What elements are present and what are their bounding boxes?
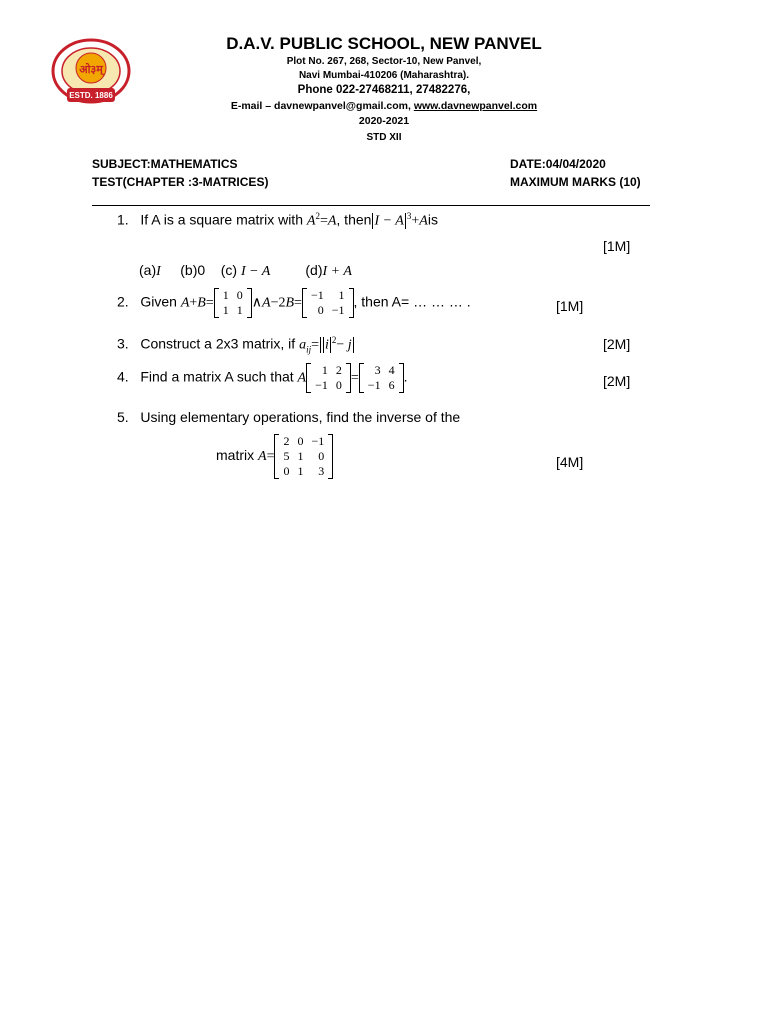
question-number: 1. [117,211,129,228]
question-number: 5. [117,409,129,425]
question-number: 2. [117,293,129,310]
question-1: 1. If A is a square matrix with $A^2=A$, then I − A $^3$+Ais [117,211,438,229]
logo-om-text: ओ३म् [79,63,103,76]
question-5-matrix-line: matrix A= 2 0 −1 5 1 0 0 1 3 [216,434,333,479]
matrix-3x3: 2 0 −1 5 1 0 0 1 3 [274,434,333,479]
option-b: (b)0 [180,262,206,278]
email-text: E-mail – davnewpanvel@gmail.com, [230,100,414,112]
option-a: (a)I [139,262,161,279]
phone-line: Phone 022-27468211, 27482276, [297,84,471,96]
school-name: D.A.V. PUBLIC SCHOOL, NEW PANVEL [226,34,542,53]
question-text: If A is a square matrix with [140,211,307,228]
option-d: (d)I + A [305,262,352,279]
question-text: Given [140,293,181,310]
question-text: matrix [216,447,258,464]
academic-year: 2020-2021 [358,115,410,127]
subject-label: SUBJECT:MATHEMATICS [92,157,238,171]
matrix-2: 3 4 −1 6 [359,363,404,393]
divider [92,205,650,206]
matrix-1: 1 0 1 1 [214,288,252,318]
question-number: 3. [117,335,129,352]
matrix-2: −1 1 0 −1 [302,288,354,318]
question-1-marks: [1M] [603,238,631,254]
max-marks-label: MAXIMUM MARKS (10) [510,175,641,189]
question-text: Find a matrix A such that [140,368,298,385]
question-5 [117,409,460,425]
question-1-options [139,262,352,280]
question-4: 4. Find a matrix A such that A 1 2 −1 0 = 3 4 −1 6 . [117,363,408,392]
question-text: Using elementary operations, find the inverse of the [140,409,461,425]
question-3: 3. Construct a 2x3 matrix, if $a_{ij}= i$ $^2$− j [117,335,352,355]
question-number: 4. [117,368,129,385]
email-line [0,100,768,112]
website-link[interactable]: www.davnewpanvel.com [413,100,538,112]
test-label: TEST(CHAPTER :3-MATRICES) [92,175,269,189]
logo-estd-text: ESTD. 1886 [69,91,113,100]
question-text: Construct a 2x3 matrix, if [140,335,300,352]
option-c: (c) I − A [220,262,271,279]
matrix-1: 1 2 −1 0 [306,363,351,393]
date-label: DATE:04/04/2020 [510,157,606,171]
address-line-2: Navi Mumbai-410206 (Maharashtra). [298,70,470,81]
question-2: 2. Given A+B= 1 0 1 1 ∧A−2B= −1 1 0 −1 , then A= … … … . [117,288,471,317]
address-line-1: Plot No. 267, 268, Sector-10, New Panvel, [286,56,482,67]
question-2-marks: [1M] [556,298,584,314]
standard: STD XII [366,132,402,143]
question-4-marks: [2M] [603,373,631,389]
question-5-marks: [4M] [556,454,584,470]
question-3-marks: [2M] [603,336,631,352]
